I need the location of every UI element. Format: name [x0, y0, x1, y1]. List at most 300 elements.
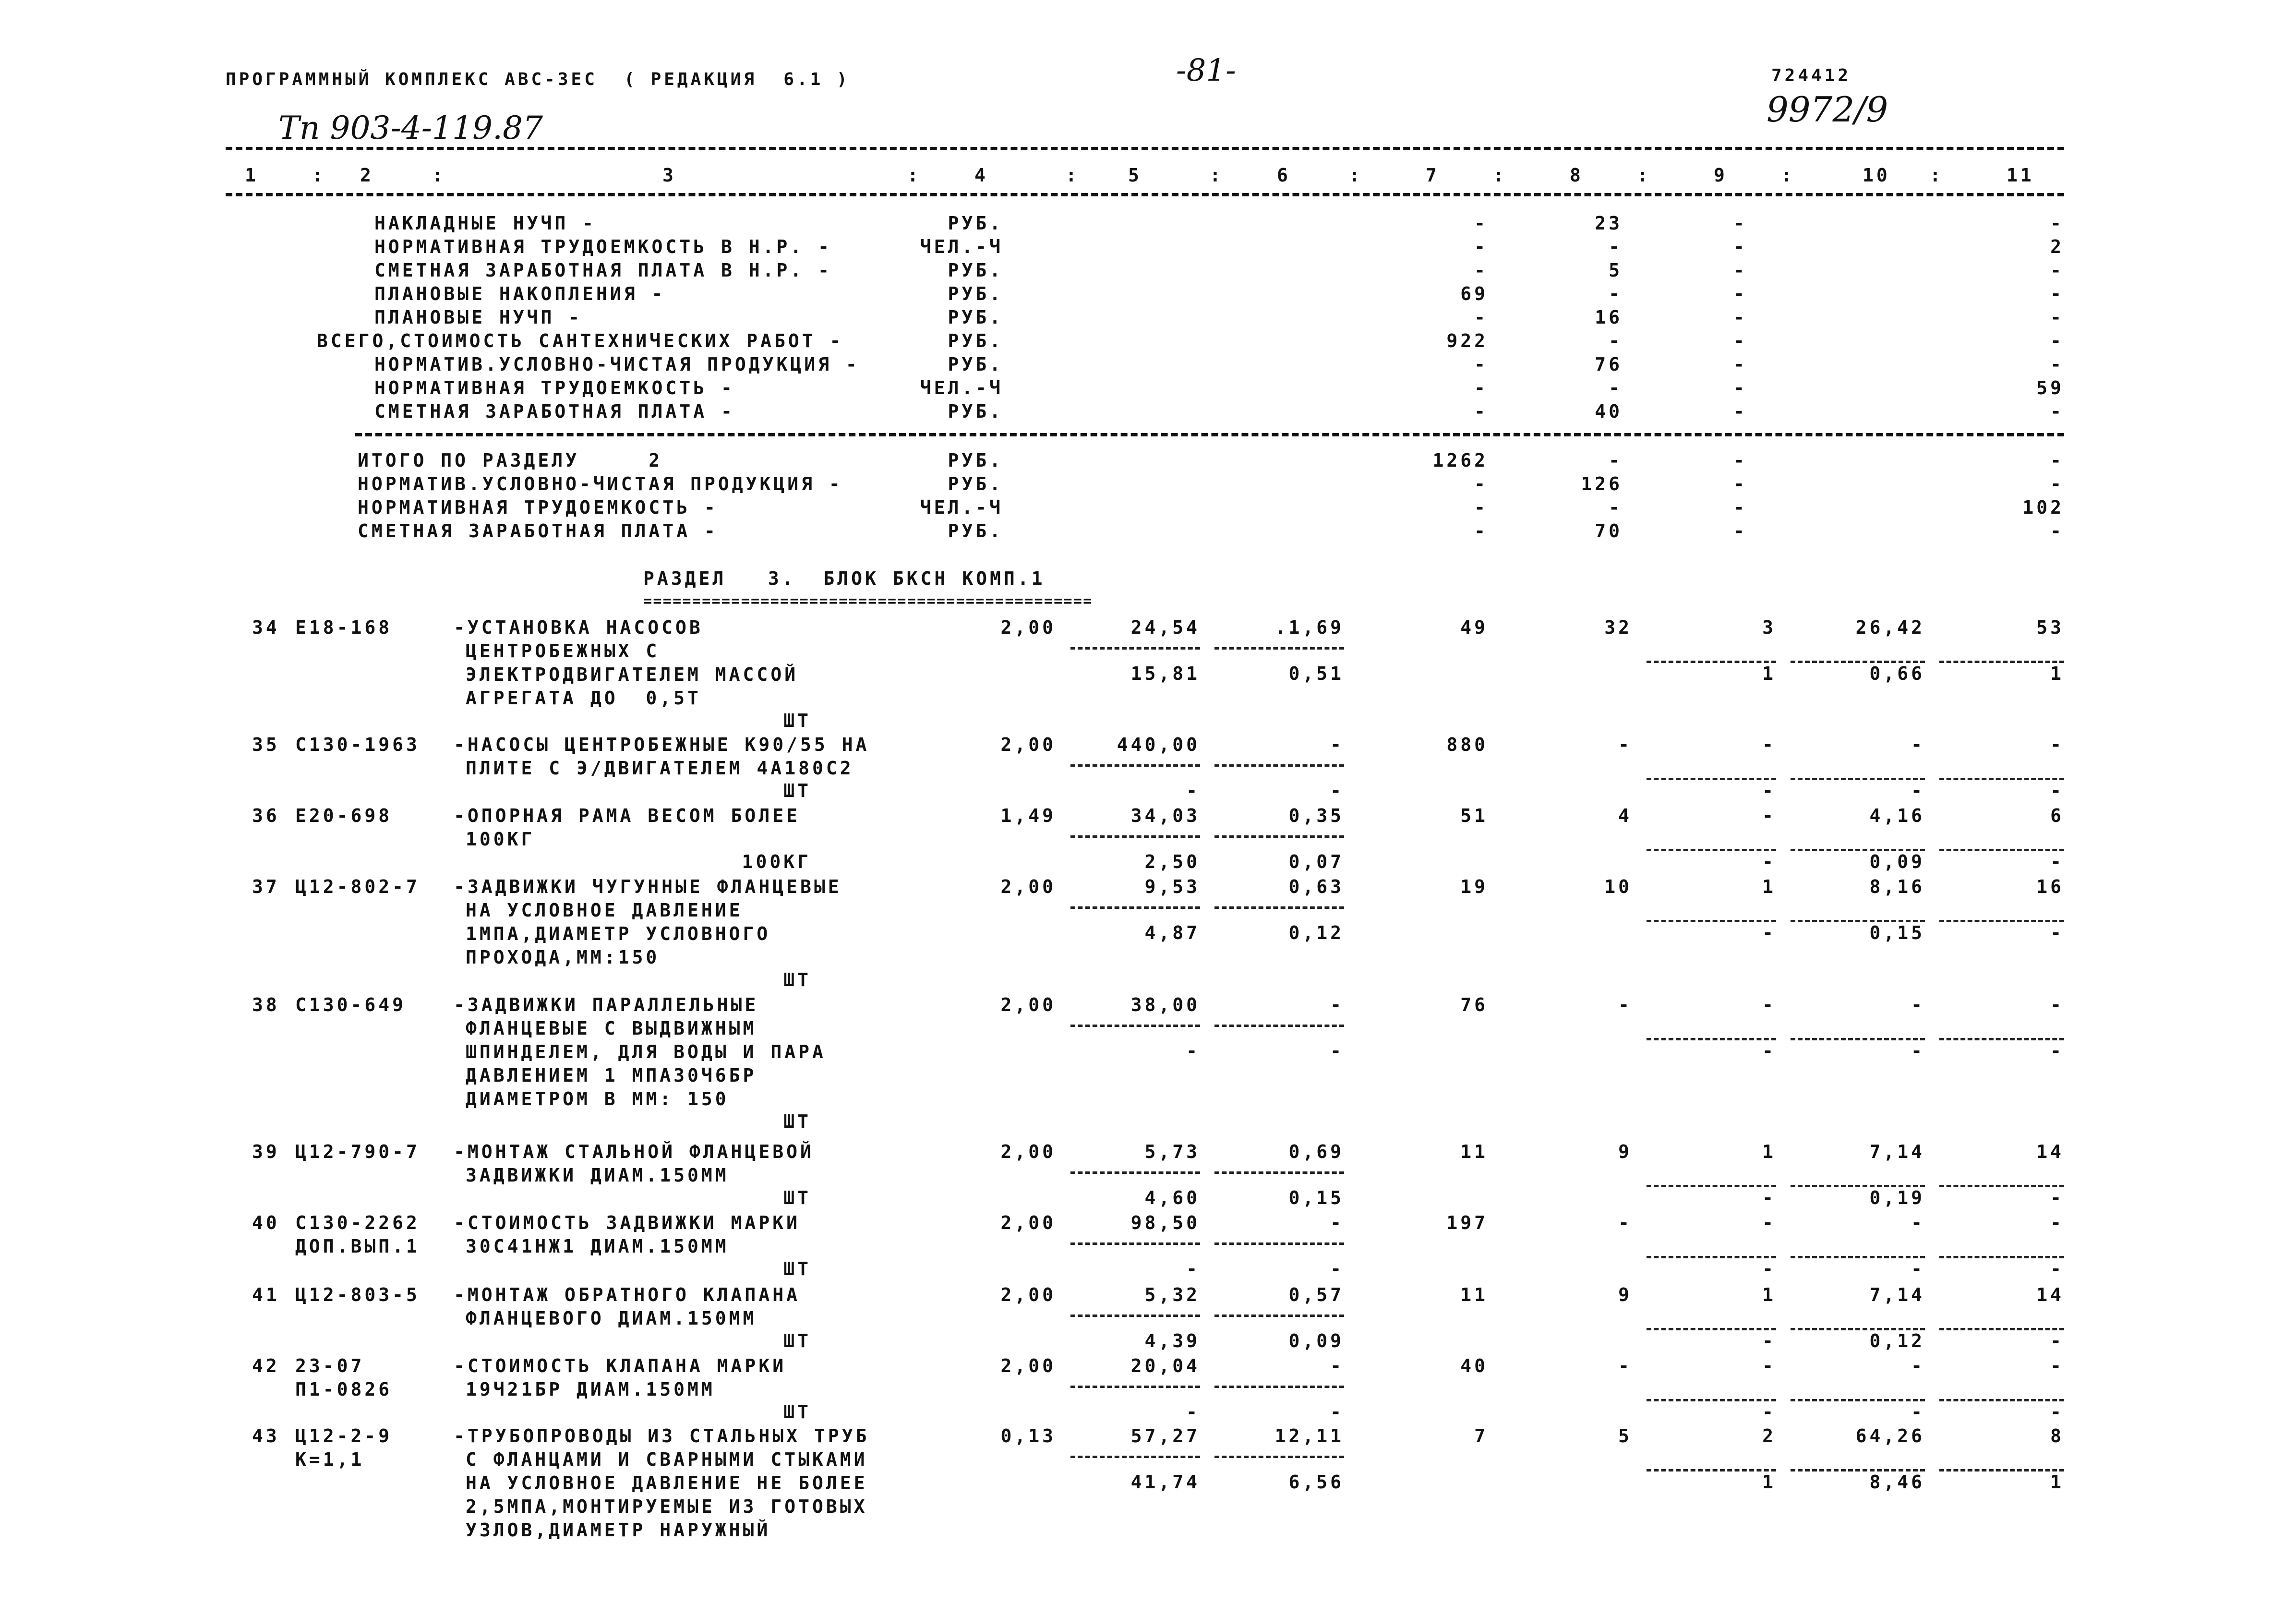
item-description-line: 1МПА,ДИАМЕТР УСЛОВНОГО	[466, 923, 771, 944]
labor-rule	[1939, 849, 2064, 851]
header-rule-bottom	[226, 193, 2064, 196]
summary-unit: РУБ.	[948, 307, 1003, 328]
summary-col11: -	[2050, 354, 2064, 375]
item-unit-wage: 0,35	[1288, 805, 1344, 826]
item-unit-wage-machine: 0,07	[1288, 851, 1344, 872]
cost-rule	[1070, 835, 1200, 838]
item-col11: -	[2050, 994, 2064, 1015]
item-col11-machine: -	[2050, 1040, 2064, 1061]
cost-rule	[1214, 1025, 1344, 1027]
column-number: 9	[1714, 165, 1728, 186]
summary-col9: -	[1733, 307, 1747, 328]
total-col9: -	[1733, 497, 1747, 518]
item-labor-machine: 0,15	[1869, 922, 1925, 943]
summary-col11: -	[2050, 260, 2064, 281]
item-col11: 53	[2036, 617, 2064, 638]
item-total-wage: 9	[1618, 1141, 1632, 1162]
item-col11-machine: -	[2050, 1258, 2064, 1279]
total-col8: 70	[1595, 520, 1623, 542]
total-col8: -	[1609, 450, 1623, 471]
cost-rule	[1214, 1242, 1344, 1245]
item-description-line: С ФЛАНЦАМИ И СВАРНЫМИ СТЫКАМИ	[466, 1449, 868, 1470]
column-separator: :	[1493, 165, 1507, 186]
item-description-line: -ОПОРНАЯ РАМА ВЕСОМ БОЛЕЕ	[454, 805, 800, 826]
item-number: 40	[252, 1212, 280, 1233]
cost-rule	[1214, 1386, 1344, 1388]
item-total-wage: 4	[1618, 805, 1632, 826]
summary-col9: -	[1733, 236, 1747, 257]
item-description-line: -УСТАНОВКА НАСОСОВ	[454, 617, 703, 638]
column-separator: :	[1210, 165, 1224, 186]
column-separator: :	[1066, 165, 1080, 186]
item-total-wage: -	[1618, 1355, 1632, 1376]
item-quantity: 2,00	[1000, 1212, 1056, 1233]
item-unit-cost: 20,04	[1130, 1355, 1200, 1376]
item-labor-machine: 8,46	[1869, 1471, 1925, 1493]
item-unit-cost: 9,53	[1144, 876, 1200, 897]
cost-rule	[1070, 764, 1200, 767]
item-col9: -	[1762, 805, 1776, 826]
labor-rule	[1791, 1256, 1925, 1258]
item-labor: 8,16	[1869, 876, 1925, 897]
summary-col7: 922	[1446, 330, 1488, 351]
summary-unit: РУБ.	[948, 354, 1003, 375]
summary-col9: -	[1733, 283, 1747, 304]
summary-col11: -	[2050, 307, 2064, 328]
item-total-cost: 197	[1446, 1212, 1488, 1233]
item-labor-machine: 0,09	[1869, 851, 1925, 872]
item-col9: -	[1762, 994, 1776, 1015]
item-total-cost: 51	[1460, 805, 1488, 826]
labor-rule	[1647, 920, 1776, 922]
summary-col8: 23	[1595, 213, 1623, 234]
item-quantity: 2,00	[1000, 617, 1056, 638]
item-description-line: -МОНТАЖ ОБРАТНОГО КЛАПАНА	[454, 1284, 800, 1305]
summary-col11: -	[2050, 401, 2064, 422]
handwritten-archive-number: 9972/9	[1767, 89, 1888, 130]
item-col9-machine: -	[1762, 851, 1776, 872]
column-number: 5	[1128, 165, 1142, 186]
total-label: НОРМАТИВ.УСЛОВНО-ЧИСТАЯ ПРОДУКЦИЯ -	[358, 473, 843, 494]
item-col9: 1	[1762, 1284, 1776, 1305]
item-description-line: ЦЕНТРОБЕЖНЫХ С	[466, 640, 660, 662]
column-separator: :	[432, 165, 446, 186]
summary-unit: РУБ.	[948, 213, 1003, 234]
labor-rule	[1791, 778, 1925, 780]
item-labor-machine: 0,19	[1869, 1187, 1925, 1208]
item-quantity: 2,00	[1000, 1141, 1056, 1162]
item-description-line: АГРЕГАТА ДО 0,5Т	[466, 687, 701, 709]
summary-label: ПЛАНОВЫЕ НУЧП -	[374, 307, 583, 328]
item-labor-machine: -	[1911, 1040, 1925, 1061]
item-unit-wage: 12,11	[1274, 1425, 1344, 1447]
item-col11-machine: -	[2050, 922, 2064, 943]
cost-rule	[1214, 1171, 1344, 1174]
item-total-cost: 7	[1474, 1425, 1488, 1447]
item-col9-machine: -	[1762, 1401, 1776, 1423]
cost-rule	[1214, 764, 1344, 767]
item-description-line: ДИАМЕТРОМ В ММ: 150	[466, 1088, 729, 1109]
summary-col7: -	[1474, 354, 1488, 375]
summary-col7: -	[1474, 401, 1488, 422]
summary-col8: 5	[1609, 260, 1623, 281]
item-description-line: -МОНТАЖ СТАЛЬНОЙ ФЛАНЦЕВОЙ	[454, 1141, 814, 1162]
summary-col8: -	[1609, 236, 1623, 257]
item-rate-code: 23-07	[295, 1355, 365, 1376]
cost-rule	[1070, 1386, 1200, 1388]
column-number: 11	[2007, 165, 2034, 186]
total-col11: -	[2050, 473, 2064, 494]
total-col11: -	[2050, 520, 2064, 542]
item-description-line: ЭЛЕКТРОДВИГАТЕЛЕМ МАССОЙ	[466, 664, 799, 685]
summary-col9: -	[1733, 377, 1747, 398]
summary-col11: -	[2050, 330, 2064, 351]
item-rate-code: Ц12-802-7	[295, 876, 420, 897]
labor-rule	[1647, 1399, 1776, 1401]
item-unit-cost-machine: 4,60	[1144, 1187, 1200, 1208]
item-unit-wage: .1,69	[1274, 617, 1344, 638]
item-rate-code: С130-1963	[295, 734, 420, 755]
item-description-line: 19Ч21БР ДИАМ.150ММ	[466, 1379, 715, 1400]
item-rate-code: Ц12-803-5	[295, 1284, 420, 1305]
summary-unit: ЧЕЛ.-Ч	[920, 236, 1003, 257]
item-col9-machine: -	[1762, 1330, 1776, 1351]
summary-col11: 59	[2036, 377, 2064, 398]
item-col11: 14	[2036, 1284, 2064, 1305]
item-col11: 16	[2036, 876, 2064, 897]
labor-rule	[1791, 1038, 1925, 1040]
total-col11: 102	[2022, 497, 2064, 518]
total-label: СМЕТНАЯ ЗАРАБОТНАЯ ПЛАТА -	[358, 520, 718, 542]
item-unit: ШТ	[783, 1258, 811, 1279]
column-number: 2	[360, 165, 374, 186]
total-col7: 1262	[1432, 450, 1488, 471]
item-col11: 14	[2036, 1141, 2064, 1162]
labor-rule	[1939, 778, 2064, 780]
item-description-line: 100КГ	[466, 829, 535, 850]
labor-rule	[1939, 920, 2064, 922]
total-unit: РУБ.	[948, 473, 1003, 494]
item-quantity: 2,00	[1000, 734, 1056, 755]
total-col9: -	[1733, 473, 1747, 494]
item-col9: 1	[1762, 876, 1776, 897]
item-description-line: -СТОИМОСТЬ КЛАПАНА МАРКИ	[454, 1355, 787, 1376]
summary-col8: -	[1609, 283, 1623, 304]
item-col11: 8	[2050, 1425, 2064, 1447]
item-total-cost: 19	[1460, 876, 1488, 897]
total-col11: -	[2050, 450, 2064, 471]
summary-col8: 40	[1595, 401, 1623, 422]
item-rate-code: С130-2262	[295, 1212, 420, 1233]
item-total-wage: 32	[1604, 617, 1632, 638]
item-unit-wage: -	[1330, 1212, 1344, 1233]
item-unit-cost: 24,54	[1130, 617, 1200, 638]
cost-rule	[1214, 1315, 1344, 1317]
item-unit-cost-machine: 4,87	[1144, 922, 1200, 943]
item-unit-wage-machine: -	[1330, 1258, 1344, 1279]
item-description-line: ШПИНДЕЛЕМ, ДЛЯ ВОДЫ И ПАРА	[466, 1041, 826, 1062]
column-number: 6	[1277, 165, 1291, 186]
header-rule-top	[226, 147, 2064, 150]
item-unit-wage: -	[1330, 734, 1344, 755]
handwritten-doc-ref: Тп 903-4-119.87	[278, 109, 543, 146]
item-unit-cost: 34,03	[1130, 805, 1200, 826]
column-separator: :	[1349, 165, 1363, 186]
item-rate-code-2: ДОП.ВЫП.1	[295, 1236, 420, 1257]
summary-col11: 2	[2050, 236, 2064, 257]
item-unit-cost-machine: 41,74	[1130, 1471, 1200, 1493]
summary-divider	[355, 433, 2064, 436]
item-unit: ШТ	[783, 1111, 811, 1132]
item-description-line: -ЗАДВИЖКИ ПАРАЛЛЕЛЬНЫЕ	[454, 994, 759, 1015]
item-labor-machine: -	[1911, 1258, 1925, 1279]
summary-label: НАКЛАДНЫЕ НУЧП -	[374, 213, 597, 234]
item-description-line: -ТРУБОПРОВОДЫ ИЗ СТАЛЬНЫХ ТРУБ	[454, 1425, 870, 1447]
item-rate-code: Ц12-2-9	[295, 1425, 393, 1447]
summary-unit: РУБ.	[948, 330, 1003, 351]
labor-rule	[1647, 1038, 1776, 1040]
item-col9: -	[1762, 1212, 1776, 1233]
item-unit-wage-machine: 6,56	[1288, 1471, 1344, 1493]
item-unit-cost-machine: -	[1186, 1401, 1200, 1423]
item-description-line: -ЗАДВИЖКИ ЧУГУННЫЕ ФЛАНЦЕВЫЕ	[454, 876, 842, 897]
column-number: 3	[662, 165, 676, 186]
item-unit-wage-machine: 0,09	[1288, 1330, 1344, 1351]
cost-rule	[1070, 1315, 1200, 1317]
total-col8: 126	[1581, 473, 1623, 494]
labor-rule	[1939, 1469, 2064, 1471]
program-title: ПРОГРАММНЫЙ КОМПЛЕКС АВС-ЗЕС ( РЕДАКЦИЯ 6.1 )	[226, 70, 850, 89]
item-unit-wage-machine: 0,51	[1288, 663, 1344, 684]
item-col9-machine: 1	[1762, 663, 1776, 684]
item-labor: 7,14	[1869, 1141, 1925, 1162]
labor-rule	[1647, 849, 1776, 851]
item-labor: 64,26	[1855, 1425, 1925, 1447]
item-unit-cost: 5,73	[1144, 1141, 1200, 1162]
item-unit-cost-machine: -	[1186, 1040, 1200, 1061]
item-total-cost: 11	[1460, 1284, 1488, 1305]
total-label: ИТОГО ПО РАЗДЕЛУ 2	[358, 450, 663, 471]
column-separator: :	[1781, 165, 1795, 186]
item-number: 37	[252, 876, 280, 897]
item-col9-machine: -	[1762, 1258, 1776, 1279]
summary-label: СМЕТНАЯ ЗАРАБОТНАЯ ПЛАТА -	[374, 401, 735, 422]
summary-unit: РУБ.	[948, 401, 1003, 422]
summary-col7: -	[1474, 307, 1488, 328]
summary-label: НОРМАТИВ.УСЛОВНО-ЧИСТАЯ ПРОДУКЦИЯ -	[374, 354, 860, 375]
item-rate-code-2: П1-0826	[295, 1379, 393, 1400]
total-col8: -	[1609, 497, 1623, 518]
item-number: 36	[252, 805, 280, 826]
summary-col8: 76	[1595, 354, 1623, 375]
item-col9: 3	[1762, 617, 1776, 638]
item-col11-machine: -	[2050, 1187, 2064, 1208]
summary-col7: 69	[1460, 283, 1488, 304]
item-description-line: 2,5МПА,МОНТИРУЕМЫЕ ИЗ ГОТОВЫХ	[466, 1496, 868, 1517]
item-unit-cost-machine: -	[1186, 780, 1200, 801]
cost-rule	[1070, 906, 1200, 909]
summary-col11: -	[2050, 213, 2064, 234]
item-unit: ШТ	[783, 1187, 811, 1208]
item-description-line: ПРОХОДА,ММ:150	[466, 947, 660, 968]
item-number: 41	[252, 1284, 280, 1305]
summary-unit: ЧЕЛ.-Ч	[920, 377, 1003, 398]
item-rate-code-2: К=1,1	[295, 1449, 365, 1470]
item-col9: 1	[1762, 1141, 1776, 1162]
column-number: 1	[245, 165, 259, 186]
item-quantity: 2,00	[1000, 1284, 1056, 1305]
item-number: 42	[252, 1355, 280, 1376]
total-unit: РУБ.	[948, 450, 1003, 471]
item-unit-cost: 98,50	[1130, 1212, 1200, 1233]
item-number: 34	[252, 617, 280, 638]
item-unit: ШТ	[783, 1401, 811, 1423]
item-labor-machine: 0,66	[1869, 663, 1925, 684]
item-unit: ШТ	[783, 780, 811, 801]
column-number: 4	[974, 165, 988, 186]
item-number: 38	[252, 994, 280, 1015]
item-description-line: УЗЛОВ,ДИАМЕТР НАРУЖНЫЙ	[466, 1520, 771, 1541]
column-number: 10	[1863, 165, 1890, 186]
item-labor-machine: 0,12	[1869, 1330, 1925, 1351]
item-col11-machine: -	[2050, 1401, 2064, 1423]
item-rate-code: Е18-168	[295, 617, 393, 638]
cost-rule	[1214, 1456, 1344, 1458]
labor-rule	[1647, 778, 1776, 780]
item-total-wage: 10	[1604, 876, 1632, 897]
summary-col7: -	[1474, 377, 1488, 398]
cost-rule	[1214, 835, 1344, 838]
item-col9-machine: -	[1762, 780, 1776, 801]
item-unit-cost: 57,27	[1130, 1425, 1200, 1447]
item-col11: -	[2050, 734, 2064, 755]
item-col11: 6	[2050, 805, 2064, 826]
summary-label: НОРМАТИВНАЯ ТРУДОЕМКОСТЬ -	[374, 377, 735, 398]
section-underline: ==============================================	[643, 593, 1093, 610]
item-number: 43	[252, 1425, 280, 1447]
total-unit: РУБ.	[948, 520, 1003, 542]
column-separator: :	[1637, 165, 1651, 186]
summary-col9: -	[1733, 213, 1747, 234]
cost-rule	[1214, 906, 1344, 909]
item-unit-wage: 0,69	[1288, 1141, 1344, 1162]
summary-label: СМЕТНАЯ ЗАРАБОТНАЯ ПЛАТА В Н.Р. -	[374, 260, 832, 281]
item-col9: -	[1762, 1355, 1776, 1376]
item-description-line: НА УСЛОВНОЕ ДАВЛЕНИЕ НЕ БОЛЕЕ	[466, 1472, 868, 1494]
item-labor: -	[1911, 994, 1925, 1015]
item-quantity: 1,49	[1000, 805, 1056, 826]
total-col9: -	[1733, 450, 1747, 471]
item-unit: ШТ	[783, 1330, 811, 1351]
item-total-wage: -	[1618, 1212, 1632, 1233]
summary-unit: РУБ.	[948, 260, 1003, 281]
item-number: 39	[252, 1141, 280, 1162]
item-total-wage: -	[1618, 734, 1632, 755]
item-description-line: ФЛАНЦЕВОГО ДИАМ.150ММ	[466, 1308, 757, 1329]
total-col9: -	[1733, 520, 1747, 542]
item-description-line: -СТОИМОСТЬ ЗАДВИЖКИ МАРКИ	[454, 1212, 800, 1233]
summary-col7: -	[1474, 236, 1488, 257]
summary-unit: РУБ.	[948, 283, 1003, 304]
column-number: 7	[1426, 165, 1440, 186]
item-labor: -	[1911, 1355, 1925, 1376]
item-quantity: 0,13	[1000, 1425, 1056, 1447]
total-label: НОРМАТИВНАЯ ТРУДОЕМКОСТЬ -	[358, 497, 718, 518]
item-unit-wage: -	[1330, 1355, 1344, 1376]
item-description-line: ПЛИТЕ С Э/ДВИГАТЕЛЕМ 4А180С2	[466, 758, 854, 779]
item-total-cost: 11	[1460, 1141, 1488, 1162]
item-unit-wage: -	[1330, 994, 1344, 1015]
item-total-cost: 40	[1460, 1355, 1488, 1376]
total-col7: -	[1474, 497, 1488, 518]
item-unit: ШТ	[783, 969, 811, 990]
summary-col8: -	[1609, 377, 1623, 398]
labor-rule	[1791, 1399, 1925, 1401]
column-separator: :	[1930, 165, 1944, 186]
total-col7: -	[1474, 473, 1488, 494]
item-labor: 4,16	[1869, 805, 1925, 826]
item-unit-wage-machine: -	[1330, 1040, 1344, 1061]
labor-rule	[1939, 661, 2064, 663]
total-col7: -	[1474, 520, 1488, 542]
column-number: 8	[1570, 165, 1584, 186]
item-unit-cost-machine: 15,81	[1130, 663, 1200, 684]
item-col9-machine: -	[1762, 922, 1776, 943]
item-col9: 2	[1762, 1425, 1776, 1447]
labor-rule	[1939, 1038, 2064, 1040]
summary-col9: -	[1733, 354, 1747, 375]
item-labor-machine: -	[1911, 1401, 1925, 1423]
item-quantity: 2,00	[1000, 1355, 1056, 1376]
item-col11-machine: 1	[2050, 1471, 2064, 1493]
item-col9: -	[1762, 734, 1776, 755]
summary-label: ВСЕГО,СТОИМОСТЬ САНТЕХНИЧЕСКИХ РАБОТ -	[317, 330, 844, 351]
item-total-cost: 49	[1460, 617, 1488, 638]
item-unit: ШТ	[783, 710, 811, 731]
item-total-cost: 880	[1446, 734, 1488, 755]
item-labor: -	[1911, 734, 1925, 755]
item-col11-machine: 1	[2050, 663, 2064, 684]
cost-rule	[1070, 1025, 1200, 1027]
item-col11: -	[2050, 1355, 2064, 1376]
item-unit-wage: 0,63	[1288, 876, 1344, 897]
total-unit: ЧЕЛ.-Ч	[920, 497, 1003, 518]
item-quantity: 2,00	[1000, 994, 1056, 1015]
item-col11: -	[2050, 1212, 2064, 1233]
section-title: РАЗДЕЛ 3. БЛОК БКСН КОМП.1	[643, 568, 1046, 589]
item-total-wage: -	[1618, 994, 1632, 1015]
item-col11-machine: -	[2050, 851, 2064, 872]
item-rate-code: Е20-698	[295, 805, 393, 826]
summary-col8: 16	[1595, 307, 1623, 328]
item-unit: 100КГ	[742, 851, 811, 872]
summary-col9: -	[1733, 401, 1747, 422]
item-total-wage: 5	[1618, 1425, 1632, 1447]
item-unit-wage-machine: -	[1330, 780, 1344, 801]
page-number: -81-	[1176, 53, 1236, 88]
item-description-line: ДАВЛЕНИЕМ 1 МПА30Ч6БР	[466, 1065, 757, 1086]
item-unit-wage-machine: 0,15	[1288, 1187, 1344, 1208]
item-unit-cost-machine: -	[1186, 1258, 1200, 1279]
item-unit-cost: 38,00	[1130, 994, 1200, 1015]
summary-col7: -	[1474, 260, 1488, 281]
cost-rule	[1070, 1242, 1200, 1245]
item-unit-cost: 5,32	[1144, 1284, 1200, 1305]
item-labor: -	[1911, 1212, 1925, 1233]
item-col9-machine: -	[1762, 1040, 1776, 1061]
labor-rule	[1647, 1469, 1776, 1471]
labor-rule	[1939, 1256, 2064, 1258]
